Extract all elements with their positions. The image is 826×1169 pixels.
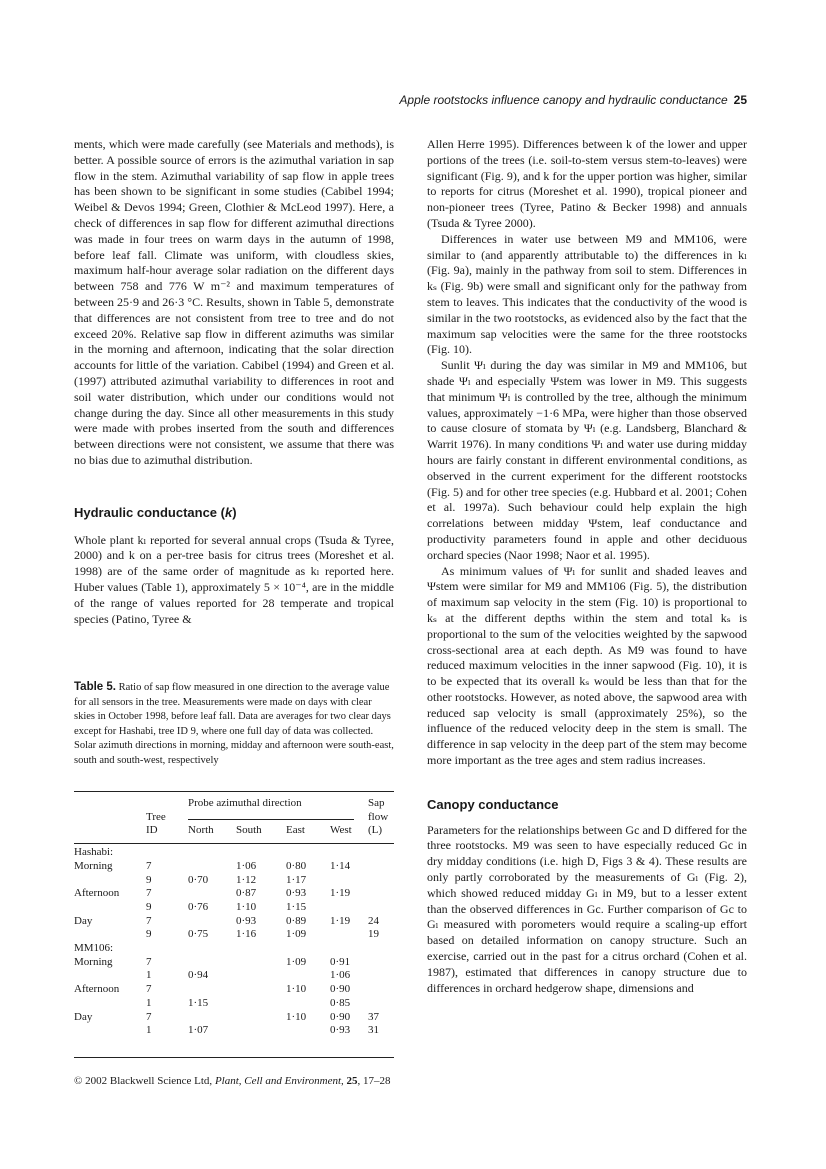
table-cell: MM106: (74, 942, 114, 955)
table-cell: 9 (146, 900, 152, 913)
header-probe-direction: Probe azimuthal direction (188, 797, 302, 809)
table-row (74, 887, 394, 901)
table-cell: 1·17 (286, 873, 307, 886)
table-row (74, 942, 394, 956)
table-cell (188, 983, 236, 997)
table-cell: 1·09 (286, 928, 307, 941)
table-row (74, 846, 394, 860)
table-cell (74, 997, 146, 1011)
table-cell: 0·89 (286, 914, 307, 927)
footer: © 2002 Blackwell Science Ltd, Plant, Cell and Environment, 25, 17–28 (74, 1075, 391, 1087)
header-west: West (330, 824, 352, 837)
table-cell: 1·10 (286, 1010, 307, 1023)
running-title: Apple rootstocks influence canopy and hydraulic conductance (399, 93, 728, 107)
table-cell (368, 942, 394, 956)
table-cell: 19 (368, 928, 379, 941)
header-south: South (236, 824, 262, 837)
table-row (74, 928, 394, 942)
right-paragraph-4: As minimum values of Ψₗ for sunlit and shaded leaves and Ψstem were similar for M9 and MM106 (Fig. 5), the distribution of maximum sap velocity in the stem (Fig. 10) is proportional to kₛ at the different depths within the stem and total kₛ is proportional to the sum of the velocities weighted by the sapwood cross-sectional area at each depth. As M9 was found to have reduced maximum velocities in the inner sapwood (Fig. 10), it is to be expected that its overall kₛ would be less than that for the other rootstocks. However, as noted above, the sapwood area with reduced sap velocity is small (approximately 25%), so the influence of the reduced velocity deep in the stem is small. The difference in sap velocity in the deep part of the stem may become more important as the tree ages and stem radius increases. (427, 563, 747, 768)
table-cell: 37 (368, 1010, 379, 1023)
table-cell: 0·94 (188, 969, 209, 982)
table-cell (236, 983, 286, 997)
table-cell: 0·80 (286, 859, 307, 872)
header-east: East (286, 824, 305, 837)
header-unit: (L) (368, 824, 383, 837)
table-cell: 0·70 (188, 873, 209, 886)
table-cell (286, 942, 330, 956)
header-id: ID (146, 824, 158, 837)
table-row (74, 956, 394, 970)
table-cell: 9 (146, 928, 152, 941)
table-cell: 7 (146, 1010, 152, 1023)
table-cell: 1·15 (188, 996, 209, 1009)
table-cell (74, 874, 146, 888)
table-cell: 1·15 (286, 900, 307, 913)
table-5-caption-block (74, 680, 394, 768)
table-body (74, 846, 394, 1038)
table-row (74, 874, 394, 888)
table-cell (74, 901, 146, 915)
table-cell: Day (74, 1010, 93, 1023)
table-cell (368, 901, 394, 915)
table-cell (368, 860, 394, 874)
table-cell: 7 (146, 887, 152, 900)
table-cell (236, 1024, 286, 1038)
table-cell (236, 1011, 286, 1025)
table-cell (146, 942, 188, 956)
table-cell (74, 969, 146, 983)
right-paragraph-1: Allen Herre 1995). Differences between k of the lower and upper portions of the trees (i.e. soil-to-stem versus stem-to-leaves) were significant (Fig. 9), and k for the upper portion was higher, similar to reports for citrus (Moreshet et al. 1990), tropical pioneer and non-pioneer trees (Tyree, Patino & Becker 1998) and annuals (Tsuda & Tyree 2000). (427, 137, 747, 230)
table-cell: 0·90 (330, 1010, 351, 1023)
table-cell: 0·91 (330, 955, 351, 968)
table-cell: 1·06 (330, 969, 351, 982)
table-cell: 1·14 (330, 859, 351, 872)
table-cell: 0·93 (236, 914, 257, 927)
table-cell (368, 874, 394, 888)
table-row (74, 901, 394, 915)
table-cell: 1·19 (330, 914, 351, 927)
running-head (399, 93, 747, 107)
table-cell (330, 846, 368, 860)
table-cell (236, 942, 286, 956)
table-cell: 9 (146, 873, 152, 886)
left-column (74, 137, 394, 627)
table-cell: 1·10 (236, 900, 257, 913)
table-cell (236, 846, 286, 860)
table-5 (74, 791, 394, 1038)
header-flow: flow (368, 810, 389, 823)
right-paragraph-3: Sunlit Ψₗ during the day was similar in M9 and MM106, but shade Ψₗ and especially Ψstem was lower in M9. This suggests that minimum Ψₗ is controlled by the tree, although the minimum values, approximately −1·6 MPa, were higher than those observed to cause closure of stomata by Ψₗ (e.g. Landsberg, Blanchard & Warrit 1976). In many conditions Ψₗ and water use during midday hours are fairly constant in different environmental conditions, as observed in the current experiment for the different rootstocks (Fig. 5) and for other tree species (e.g. Hubbard et al. 2001; Cohen et al. 1997a). Such behaviour could help explain the high correlations between midday Ψstem, leaf conductance and productivity parameters found in apple and other deciduous orchard species (Naor 1998; Naor et al. 1995). (427, 358, 747, 562)
table-cell (368, 983, 394, 997)
table-cell (368, 846, 394, 860)
table-cell (188, 956, 236, 970)
table-bottom-rule (74, 1057, 394, 1058)
table-row (74, 915, 394, 929)
table-cell (236, 997, 286, 1011)
right-paragraph-2: Differences in water use between M9 and MM106, were similar to (and apparently attributable to) the differences in kₗ (Fig. 9a), mainly in the pathway from soil to stem. Differences in kₛ (Fig. 9b) were small and significant only for the pathway from stem to leaves. This indicates that the conductivity of the wood is similar in the two rootstocks, as evidenced also by the fact that the maximum sap velocities were the same for the three rootstocks (Fig. 10). (427, 231, 747, 357)
table-cell (330, 928, 368, 942)
table-cell: Day (74, 914, 93, 927)
table-cell: 1·10 (286, 983, 307, 996)
table-cell: 7 (146, 859, 152, 872)
left-paragraph-1: ments, which were made carefully (see Materials and methods), is better. A possible source of errors is the azimuthal variation in sap flow in the stem. Azimuthal variability of sap flow in apple trees has been shown to be significant in some studies (Cabibel 1994; Weibel & Devos 1994; Green, Clothier & McLeod 1997). Here, a check of differences in sap flow for different azimuthal directions was made in four trees on warm days in the autumn of 1998, before leaf fall. Climate was uniform, with cloudless skies, maximum half-hour average solar radiation on the different days between 758 and 776 W m⁻² and maximum temperatures of between 25·9 and 26·3 °C. Results, shown in Table 5, demonstrate that differences are not consistent from tree to tree and do not exceed 20%. Relative sap flow in different azimuths was similar in the morning and afternoon, indicating that the solar direction accounts for little of the variation. Cabibel (1994) and Green et al. (1997) attributed azimuthal variability to differences in root and soil water distribution, which under our conditions would not change during the day. Since all other measurements in this study were made with probes inserted from the south and differences between directions were not consistent, we assume that there was no bias due to azimuthal distribution. (74, 137, 395, 467)
table-cell (286, 997, 330, 1011)
table-cell: 7 (146, 914, 152, 927)
table-cell (188, 942, 236, 956)
table-cell: Afternoon (74, 983, 120, 996)
right-column (427, 137, 747, 996)
table-cell: 0·76 (188, 900, 209, 913)
table-cell: 1 (146, 1024, 152, 1037)
table-cell (286, 1024, 330, 1038)
table-cell (286, 969, 330, 983)
table-cell (236, 969, 286, 983)
header-north: North (188, 824, 214, 837)
section-heading-hydraulic: Hydraulic conductance (k) (74, 504, 237, 520)
table-row (74, 969, 394, 983)
page-number: 25 (733, 93, 747, 107)
table-cell: 1·09 (286, 955, 307, 968)
table-cell (368, 969, 394, 983)
table-cell: 7 (146, 955, 152, 968)
left-paragraph-2: Whole plant kₗ reported for several annual crops (Tsuda & Tyree, 2000) and k on a per-tree basis for citrus trees (Moreshet et al. 1998) are of the same order of magnitude as kₗ reported here. Huber values (Table 1), approximately 5 × 10⁻⁴, are in the middle of the range of values reported for 28 temperate and tropical species (Patino, Tyree & (74, 532, 394, 626)
table-cell: 1·07 (188, 1024, 209, 1037)
section-heading-canopy: Canopy conductance (427, 796, 559, 812)
table-cell: 1·06 (236, 859, 257, 872)
table-row (74, 983, 394, 997)
table-cell: Afternoon (74, 887, 120, 900)
table-cell (368, 887, 394, 901)
table-cell: 7 (146, 983, 152, 996)
table-cell: 31 (368, 1024, 379, 1037)
table-cell (188, 1011, 236, 1025)
table-cell (188, 915, 236, 929)
table-5-label: Table 5. (74, 681, 116, 693)
table-cell: 1·19 (330, 887, 351, 900)
table-cell (368, 997, 394, 1011)
table-cell (286, 846, 330, 860)
table-cell: 0·75 (188, 928, 209, 941)
table-5-caption: Table 5. Ratio of sap flow measured in one direction to the average value for all sensors in the tree. Measurements were made on days with clear skies in October 1998, before leaf fall. Data are averages for two clear days except for Hashabi, tree ID 9, where one full day of data was collected. Solar azimuth directions in morning, midday and afternoon were south-east, south and south-west, respectively (74, 681, 394, 766)
table-cell (146, 846, 188, 860)
header-sap: Sap (368, 797, 385, 809)
table-cell (330, 874, 368, 888)
table-cell (188, 846, 236, 860)
table-cell: 1·16 (236, 928, 257, 941)
table-cell (188, 860, 236, 874)
table-cell: 1·12 (236, 873, 257, 886)
table-row (74, 860, 394, 874)
table-cell: 24 (368, 914, 379, 927)
table-cell: 0·85 (330, 996, 351, 1009)
table-cell: 1 (146, 996, 152, 1009)
table-cell: 0·87 (236, 887, 257, 900)
table-cell: 0·93 (330, 1024, 351, 1037)
table-cell: 1 (146, 969, 152, 982)
table-cell: Morning (74, 955, 113, 968)
table-cell: 0·93 (286, 887, 307, 900)
table-cell (188, 887, 236, 901)
table-cell (74, 928, 146, 942)
table-cell: 0·90 (330, 983, 351, 996)
table-row (74, 1011, 394, 1025)
right-paragraph-5: Parameters for the relationships between Gc and D differed for the three rootstocks. M9 was seen to have especially reduced Gc in dry midday conditions (i.e. high D, Figs 3 & 4). These results are only partly corroborated by the measurements of Gₗ (Fig. 2), which showed reduced midday Gₗ in M9, but to a lesser extent than the observed differences in Gc. Further comparison of Gc to Gₗ measured with porometers would require a scaling-up effort based on detailed information on canopy structure. Such an exercise, carried out in the past for a citrus orchard (Cohen et al. 1987), estimated that differences in canopy structure due to differences in orchard hedgerow shape, dimensions and (427, 822, 747, 995)
header-tree: Tree (146, 810, 166, 823)
table-cell: Morning (74, 859, 113, 872)
table-row (74, 1024, 394, 1038)
table-cell (330, 901, 368, 915)
table-cell (368, 956, 394, 970)
table-cell (236, 956, 286, 970)
table-cell (330, 942, 368, 956)
table-cell: Hashabi: (74, 846, 114, 859)
table-cell (74, 1024, 146, 1038)
table-row (74, 997, 394, 1011)
